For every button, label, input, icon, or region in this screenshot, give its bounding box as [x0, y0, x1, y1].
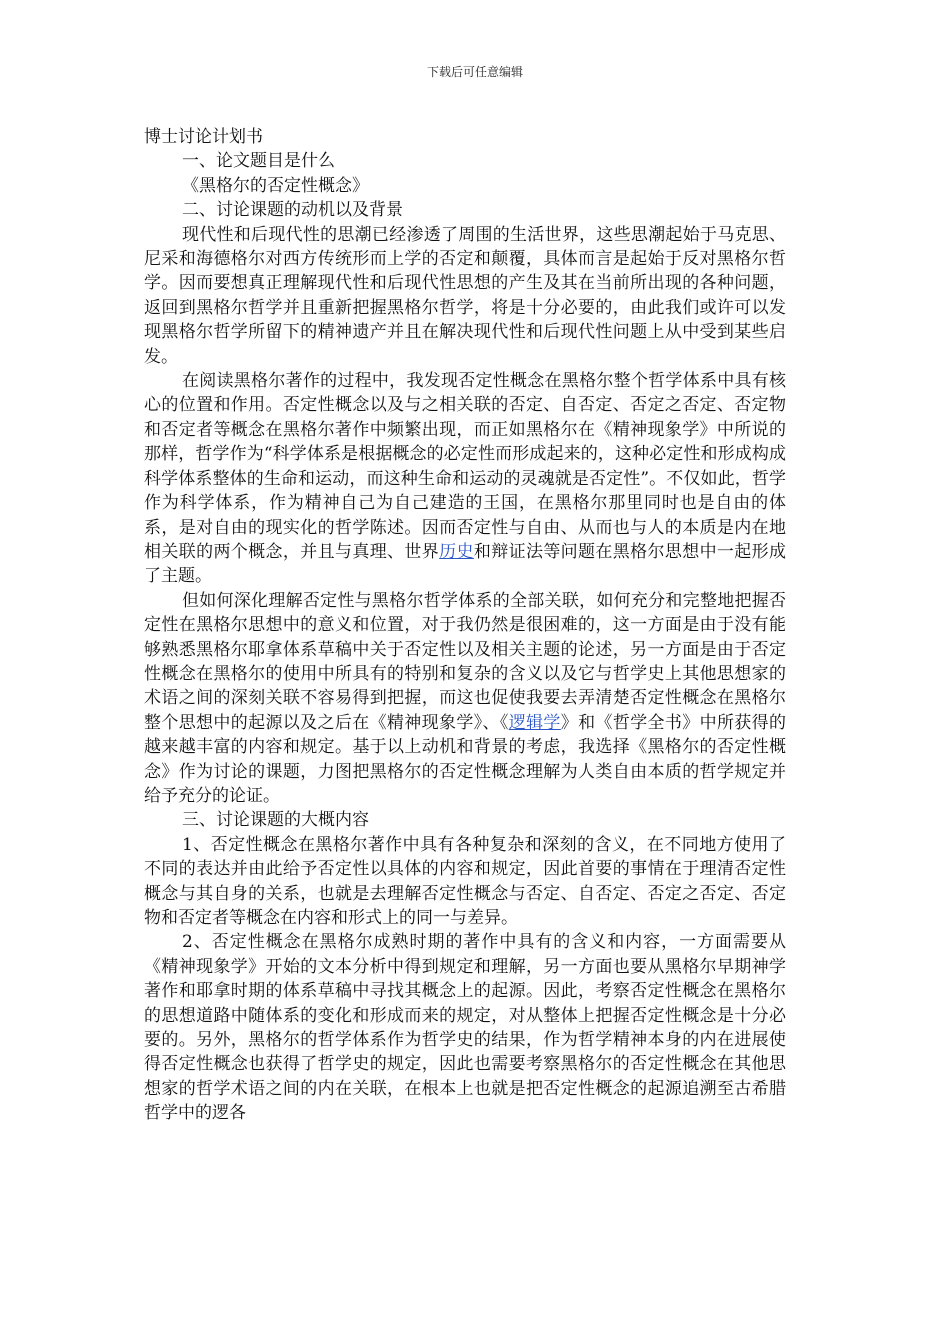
paragraph-text: 》和《哲学全书》中所获得的越来越丰富的内容和规定。基于以上动机和背景的考虑，我选择《黑格尔的否定性概念》作为讨论的课题，力图把黑格尔的否定性概念理解为人类自由本质的哲学规定并给予充分的论证。: [144, 712, 787, 806]
document-title: 博士讨论计划书: [144, 127, 263, 147]
page-header-note: 下载后可任意编辑: [426, 65, 523, 79]
paragraph-text: 但如何深化理解否定性与黑格尔哲学体系的全部关联，如何充分和完整地把握否定性在黑格尔思想中的意义和位置，对于我仍然是很困难的，这一方面是由于没有能够熟悉黑格尔耶拿体系草稿中关于否定性以及相关主题的论述，另一方面是由于否定性概念在黑格尔的使用中所具有的特别和复杂的含义以及它与哲学史上其他思想家的术语之间的深刻关联不容易得到把握，而这也促使我要去弄清楚否定性概念在黑格尔整个思想中的起源以及之后在《精神现象学》、《: [144, 590, 786, 733]
paragraph-content-1: 1、否定性概念在黑格尔著作中具有各种复杂和深刻的含义，在不同地方使用了不同的表达并由此给予否定性以具体的内容和规定，因此首要的事情在于理清否定性概念与其自身的关系，也就是去理解否定性概念与否定、自否定、否定之否定、否定物和否定者等概念在内容和形式上的同一与差异。: [144, 834, 786, 928]
paragraph-text: 在阅读黑格尔著作的过程中，我发现否定性概念在黑格尔整个哲学体系中具有核心的位置和作用。否定性概念以及与之相关联的否定、自否定、否定之否定、否定物和否定者等概念在黑格尔著作中频繁出现，而正如黑格尔在《精神现象学》中所说的那样，哲学作为“科学体系是根据概念的必定性而形成起来的，这种必定性和形成构成科学体系整体的生命和运动，而这种生命和运动的灵魂就是否定性”。不仅如此，哲学作为科学体系，作为精神自己为自己建造的王国，在黑格尔那里同时也是自由的体系，是对自由的现实化的哲学陈述。因而否定性与自由、从而也与人的本质是内在地相关联的两个概念，并且与真理、世界: [144, 371, 786, 562]
logic-link[interactable]: 逻辑学: [508, 712, 561, 733]
paragraph-difficulty: [144, 589, 786, 809]
section-heading-2: 二、讨论课题的动机以及背景: [182, 200, 403, 221]
paragraph-text: 和辩证法等问题在黑格尔思想中一起形成了主题。: [144, 541, 787, 587]
paragraph-content-2: 2、否定性概念在黑格尔成熟时期的著作中具有的含义和内容，一方面需要从《精神现象学》开始的文本分析中得到规定和理解，另一方面也要从黑格尔早期神学著作和耶拿时期的体系草稿中寻找其概念上的起源。因此，考察否定性概念在黑格尔的思想道路中随体系的变化和形成而来的规定，对从整体上把握否定性概念是十分必要的。另外，黑格尔的哲学体系作为哲学史的结果，作为哲学精神本身的内在进展使得否定性概念也获得了哲学史的规定，因此也需要考察黑格尔的否定性概念在其他思想家的哲学术语之间的内在关联，在根本上也就是把否定性概念的起源追溯至古希腊哲学中的逻各: [144, 932, 786, 1124]
history-link[interactable]: 历史: [439, 541, 474, 562]
thesis-title: 《黑格尔的否定性概念》: [182, 175, 369, 196]
paragraph-negativity-core: [144, 369, 786, 589]
document-body: [144, 125, 786, 1126]
paragraph-motivation: 现代性和后现代性的思潮已经渗透了周围的生活世界，这些思潮起始于马克思、尼采和海德格尔对西方传统形而上学的否定和颠覆，具体而言是起始于反对黑格尔哲学。因而要想真正理解现代性和后现代性思想的产生及其在当前所出现的各种问题，返回到黑格尔哲学并且重新把握黑格尔哲学，将是十分必要的，由此我们或许可以发现黑格尔哲学所留下的精神遗产并且在解决现代性和后现代性问题上从中受到某些启发。: [144, 224, 786, 367]
section-heading-3: 三、讨论课题的大概内容: [182, 810, 369, 831]
section-heading-1: 一、论文题目是什么: [182, 151, 335, 172]
